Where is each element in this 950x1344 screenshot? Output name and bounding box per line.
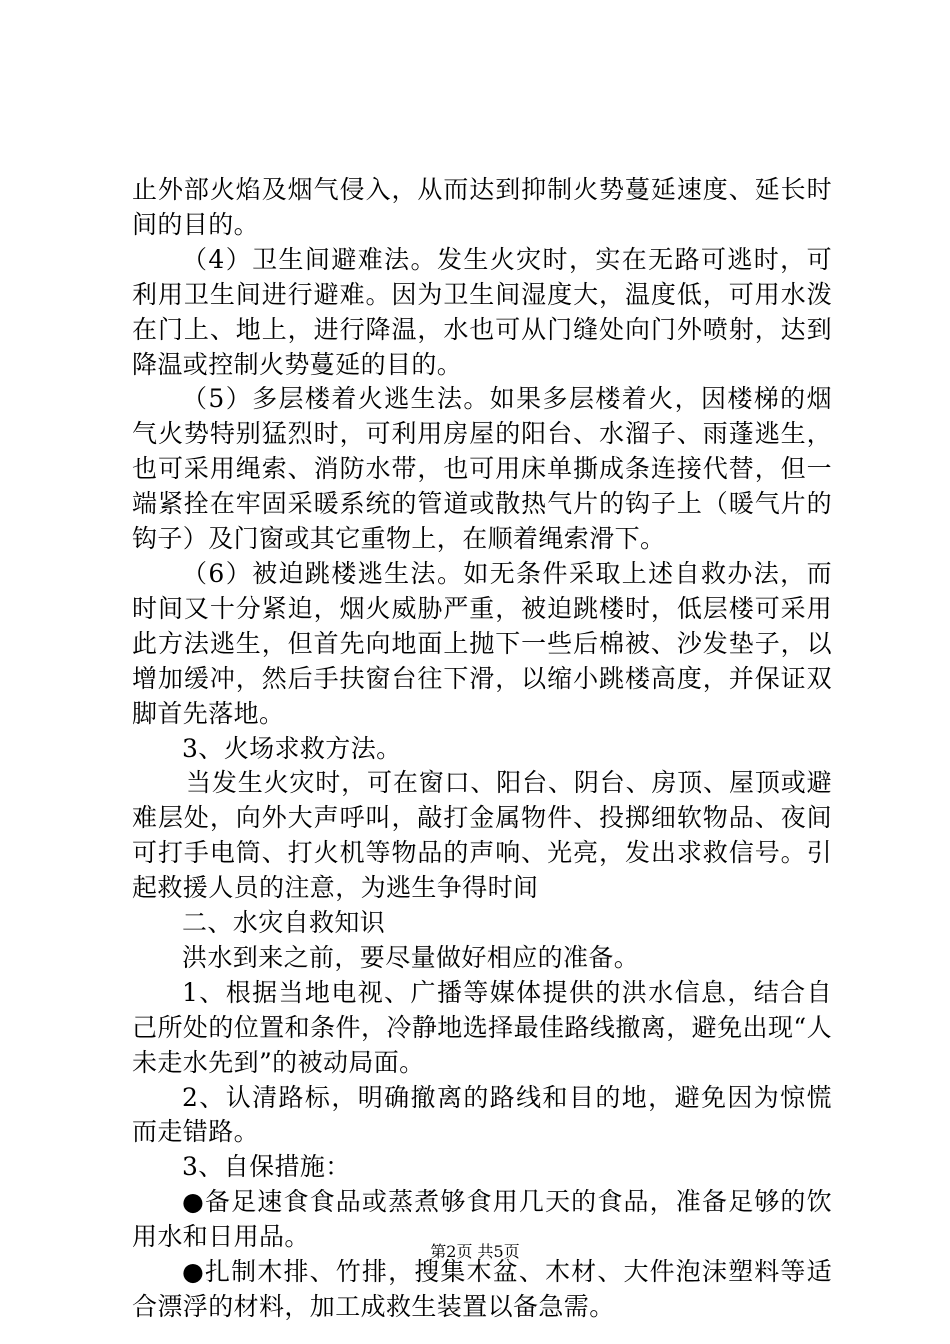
- bullet-food-water: ●备足速食食品或蒸煮够食用几天的食品，准备足够的饮用水和日用品。: [132, 1187, 832, 1252]
- heading-flood-self-rescue: 二、水灾自救知识: [182, 908, 386, 938]
- paragraph-flood-item-1: 1、根据当地电视、广播等媒体提供的洪水信息，结合自己所处的位置和条件，冷静地选择最佳路线撤离，避免出现“人未走水先到”的被动局面。: [132, 977, 832, 1077]
- paragraph-flood-item-2: 2、认清路标，明确撤离的路线和目的地，避免因为惊慌而走错路。: [132, 1082, 832, 1147]
- paragraph-flood-preparation: 洪水到来之前，要尽量做好相应的准备。: [182, 942, 640, 972]
- paragraph-continuation: 止外部火焰及烟气侵入，从而达到抑制火势蔓延速度、延长时间的目的。: [132, 175, 832, 239]
- document-body: [132, 173, 832, 1325]
- paragraph-fire-rescue-signals: 当发生火灾时，可在窗口、阳台、阴台、房顶、屋顶或避难层处，向外大声呼叫，敲打金属物件、投掷细软物品、夜间可打手电筒、打火机等物品的声响、光亮，发出求救信号。引起救援人员的注意，为逃生争得时间: [132, 768, 832, 903]
- heading-self-protection: 3、自保措施：: [182, 1152, 351, 1182]
- paragraph-forced-jump: （6）被迫跳楼逃生法。如无条件采取上述自救办法，而时间又十分紧迫，烟火威胁严重，被迫跳楼时，低层楼可采用此方法逃生，但首先向地面上抛下一些后棉被、沙发垫子，以增加缓冲，然后手扶窗台往下滑，以缩小跳楼高度，并保证双脚首先落地。: [132, 558, 832, 728]
- paragraph-multistory-escape: （5）多层楼着火逃生法。如果多层楼着火，因楼梯的烟气火势特别猛烈时，可利用房屋的阳台、水溜子、雨蓬逃生，也可采用绳索、消防水带，也可用床单撕成条连接代替，但一端紧拴在牢固采暖系统的管道或散热气片的钩子上（暖气片的钩子）及门窗或其它重物上，在顺着绳索滑下。: [132, 384, 832, 554]
- paragraph-bathroom-refuge: （4）卫生间避难法。发生火灾时，实在无路可逃时，可利用卫生间进行避难。因为卫生间湿度大，温度低，可用水泼在门上、地上，进行降温，水也可从门缝处向门外喷射，达到降温或控制火势蔓延的目的。: [132, 244, 832, 379]
- bullet-flotation-devices: ●扎制木排、竹排，搜集木盆、木材、大件泡沫塑料等适合漂浮的材料，加工成救生装置以备急需。: [132, 1257, 832, 1321]
- page-number-footer: 第2页 共5页: [430, 1242, 520, 1261]
- heading-fire-rescue-methods: 3、火场求救方法。: [182, 733, 402, 763]
